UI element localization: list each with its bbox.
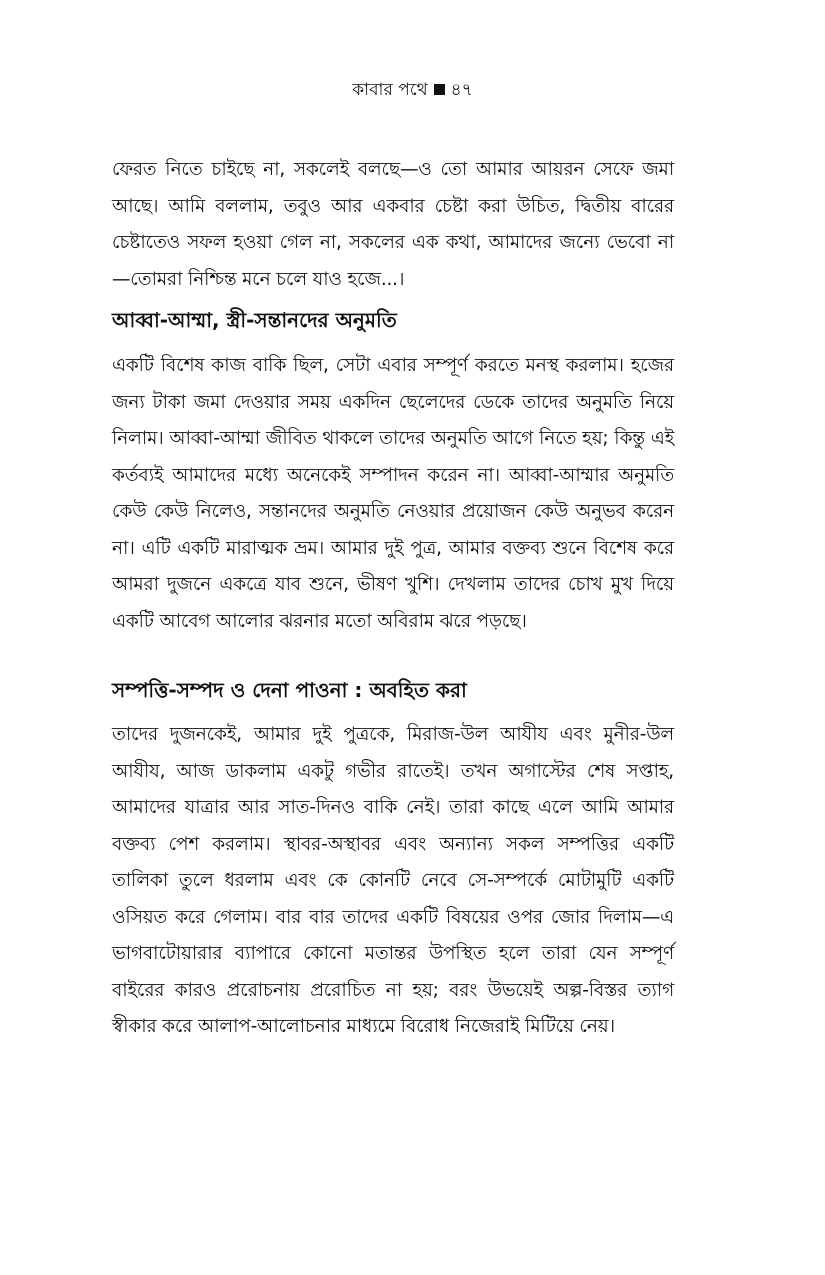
paragraph-property: তাদের দুজনকেই, আমার দুই পুত্রকে, মিরাজ-উল আযীয এবং মুনীর-উল আযীয, আজ ডাকলাম একটু গভীর রাতেই। তখন অগাস্টের শেষ সপ্তাহ, আমাদের যাত্রার আর সাত-দিনও বাকি নেই। তারা কাছে এলে আমি আমার বক্তব্য পেশ করলাম। স্থাবর-অস্থাবর এবং অন্যান্য সকল সম্পত্তির একটি তালিকা তুলে ধরলাম এবং কে কোনটি নেবে সে-সম্পর্কে মোটামুটি একটি ওসিয়ত করে গেলাম। বার বার তাদের একটি বিষয়ের ওপর জোর দিলাম—এ ভাগবাটোয়ারার ব্যাপারে কোনো মতান্তর উপস্থিত হলে তারা যেন সম্পূর্ণ বাইরের কারও প্ররোচনায় প্ররোচিত না হয়; বরং উভয়েই অল্প-বিস্তর ত্যাগ স্বীকার করে আলাপ-আলোচনার মাধ্যমে বিরোধ নিজেরাই মিটিয়ে নেয়। [112,724,674,1037]
page-number: ৪৭ [450,80,473,100]
square-bullet-icon [434,84,445,95]
section-heading-property: সম্পত্তি-সম্পদ ও দেনা পাওনা : অবহিত করা [112,678,467,702]
section-heading-permission: আব্বা-আম্মা, স্ত্রী-সন্তানদের অনুমতি [112,308,397,332]
paragraph-intro: ফেরত নিতে চাইছে না, সকলেই বলছে—ও তো আমার আয়রন সেফে জমা আছে। আমি বললাম, তবুও আর একবার চেষ্টা করা উচিত, দ্বিতীয় বারের চেষ্টাতেও সফল হওয়া গেল না, সকলের এক কথা, আমাদের জন্যে ভেবো না—তোমরা নিশ্চিন্ত মনে চলে যাও হজে...। [112,159,674,290]
running-header [0,78,825,102]
paragraph-permission: একটি বিশেষ কাজ বাকি ছিল, সেটা এবার সম্পূর্ণ করতে মনস্থ করলাম। হজের জন্য টাকা জমা দেওয়ার সময় একদিন ছেলেদের ডেকে তাদের অনুমতি নিয়ে নিলাম। আব্বা-আম্মা জীবিত থাকলে তাদের অনুমতি আগে নিতে হয়; কিন্তু এই কর্তব্যই আমাদের মধ্যে অনেকেই সম্পাদন করেন না। আব্বা-আম্মার অনুমতি কেউ কেউ নিলেও, সন্তানদের অনুমতি নেওয়ার প্রয়োজন কেউ অনুভব করেন না। এটি একটি মারাত্মক ভ্রম। আমার দুই পুত্র, আমার বক্তব্য শুনে বিশেষ করে আমরা দুজনে একত্রে যাব শুনে, ভীষণ খুশি। দেখলাম তাদের চোখ মুখ দিয়ে একটি আবেগ আলোর ঝরনার মতো অবিরাম ঝরে পড়ছে। [112,355,674,632]
book-title: কাবার পথে [352,80,428,100]
